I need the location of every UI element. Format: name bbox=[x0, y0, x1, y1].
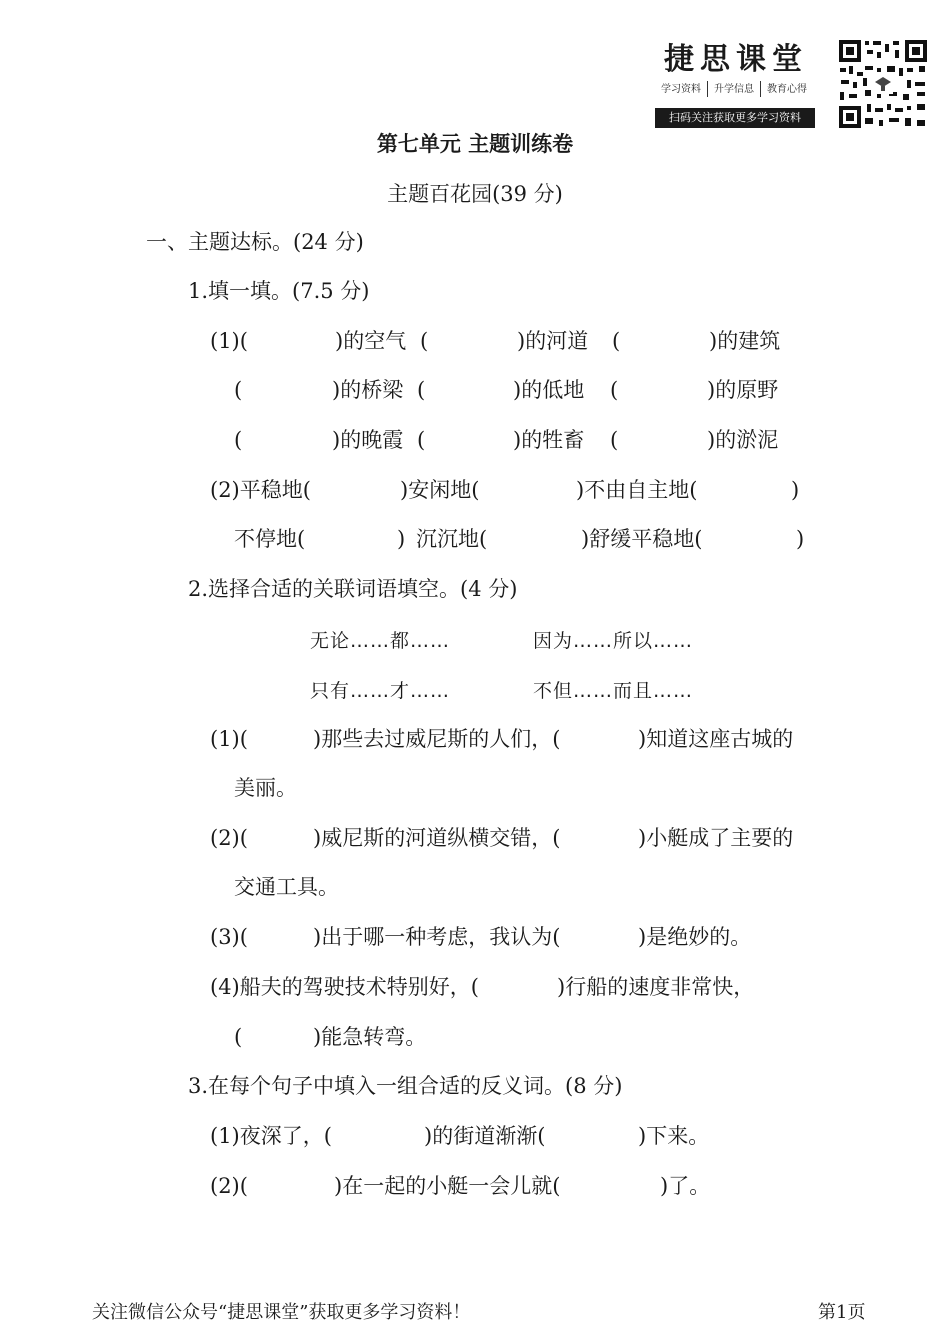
q1-blank-text: )的建筑 bbox=[709, 329, 781, 353]
q1-part2-text: (2)平稳地( bbox=[210, 478, 311, 502]
q1-blank-text: )的桥梁 bbox=[332, 378, 404, 402]
brand-banner: 扫码关注获取更多学习资料 bbox=[655, 108, 815, 128]
q1-part2-text: ) bbox=[397, 527, 406, 551]
q2-sentence-text: 美丽。 bbox=[234, 776, 297, 800]
q1-blank-text: ( bbox=[234, 378, 243, 402]
q1-blank-text: )的原野 bbox=[707, 378, 779, 402]
q1-blank-text: )的河道 bbox=[517, 329, 589, 353]
q1-part1-label: (1)( bbox=[210, 329, 248, 353]
page-subtitle: 主题百花园(39 分) bbox=[387, 182, 563, 206]
q1-blank-text: )的牲畜 bbox=[513, 428, 585, 452]
q2-sentence-text: )行船的速度非常快， bbox=[557, 975, 755, 999]
q1-part2-text: 不停地( bbox=[234, 527, 306, 551]
q1-blank-text: ( bbox=[612, 329, 621, 353]
q1-part2-text: )不由自主地( bbox=[576, 478, 698, 502]
page-title: 第七单元 主题训练卷 bbox=[376, 131, 574, 156]
q1-part2-text: )舒缓平稳地( bbox=[581, 527, 703, 551]
q3-sentence-text: (2)( bbox=[210, 1174, 248, 1198]
q2-sentence-text: )那些去过威尼斯的人们，( bbox=[313, 727, 561, 751]
brand-tag: 教育心得 bbox=[767, 84, 807, 95]
qr-code-icon[interactable] bbox=[837, 38, 929, 130]
q2-sentence-text: (1)( bbox=[210, 727, 248, 751]
q3-sentence-text: (1)夜深了，( bbox=[210, 1124, 332, 1148]
q1-part2-text: )安闲地( bbox=[400, 478, 480, 502]
q1-part2-text: ) bbox=[796, 527, 805, 551]
q1-blank-text: ( bbox=[420, 329, 429, 353]
q3-sentence-text: )了。 bbox=[660, 1174, 711, 1198]
q1-part2-text: ) bbox=[791, 478, 800, 502]
brand-logo-text: 捷思课堂 bbox=[664, 42, 808, 77]
conjunction-option: 无论……都…… bbox=[310, 630, 451, 652]
q3-sentence-text: )在一起的小艇一会儿就( bbox=[334, 1174, 561, 1198]
brand-tag: 升学信息 bbox=[714, 84, 754, 95]
q2-sentence-text: )知道这座古城的 bbox=[638, 727, 794, 751]
q2-sentence-text: ( bbox=[234, 1025, 243, 1049]
q2-sentence-text: (2)( bbox=[210, 826, 248, 850]
q2-sentence-text: )能急转弯。 bbox=[313, 1025, 427, 1049]
q1-blank-text: )的淤泥 bbox=[707, 428, 779, 452]
brand-tags bbox=[657, 80, 811, 97]
brand-tag: 学习资料 bbox=[661, 84, 701, 95]
q2-sentence-text: 交通工具。 bbox=[234, 875, 339, 899]
q1-part2-text: 沉沉地( bbox=[416, 527, 488, 551]
q3-sentence-text: )下来。 bbox=[638, 1124, 710, 1148]
q2-sentence-text: )出于哪一种考虑，我认为( bbox=[313, 925, 561, 949]
question-1-heading: 1.填一填。(7.5 分) bbox=[188, 279, 370, 303]
section-heading: 一、主题达标。(24 分) bbox=[146, 230, 364, 254]
conjunction-option: 因为……所以…… bbox=[533, 630, 694, 652]
q2-sentence-text: )是绝妙的。 bbox=[638, 925, 752, 949]
q2-sentence-text: (3)( bbox=[210, 925, 248, 949]
q1-blank-text: )的低地 bbox=[513, 378, 585, 402]
q1-blank-text: ( bbox=[417, 428, 426, 452]
q2-sentence-text: )小艇成了主要的 bbox=[638, 826, 794, 850]
q1-blank-text: ( bbox=[234, 428, 243, 452]
conjunction-option: 只有……才…… bbox=[310, 680, 451, 702]
q1-blank-text: )的空气 bbox=[335, 329, 407, 353]
conjunction-option: 不但……而且…… bbox=[533, 680, 694, 702]
q1-blank-text: ( bbox=[610, 428, 619, 452]
footer-note: 关注微信公众号“捷思课堂”获取更多学习资料！ bbox=[92, 1302, 471, 1323]
q3-sentence-text: )的街道渐渐( bbox=[424, 1124, 546, 1148]
page-number: 第1页 bbox=[818, 1302, 866, 1323]
q1-blank-text: ( bbox=[417, 378, 426, 402]
question-3-heading: 3.在每个句子中填入一组合适的反义词。(8 分) bbox=[188, 1074, 623, 1098]
question-2-heading: 2.选择合适的关联词语填空。(4 分) bbox=[188, 577, 518, 601]
q2-sentence-text: (4)船夫的驾驶技术特别好，( bbox=[210, 975, 479, 999]
q1-blank-text: )的晚霞 bbox=[332, 428, 404, 452]
q2-sentence-text: )威尼斯的河道纵横交错，( bbox=[313, 826, 561, 850]
q1-blank-text: ( bbox=[610, 378, 619, 402]
